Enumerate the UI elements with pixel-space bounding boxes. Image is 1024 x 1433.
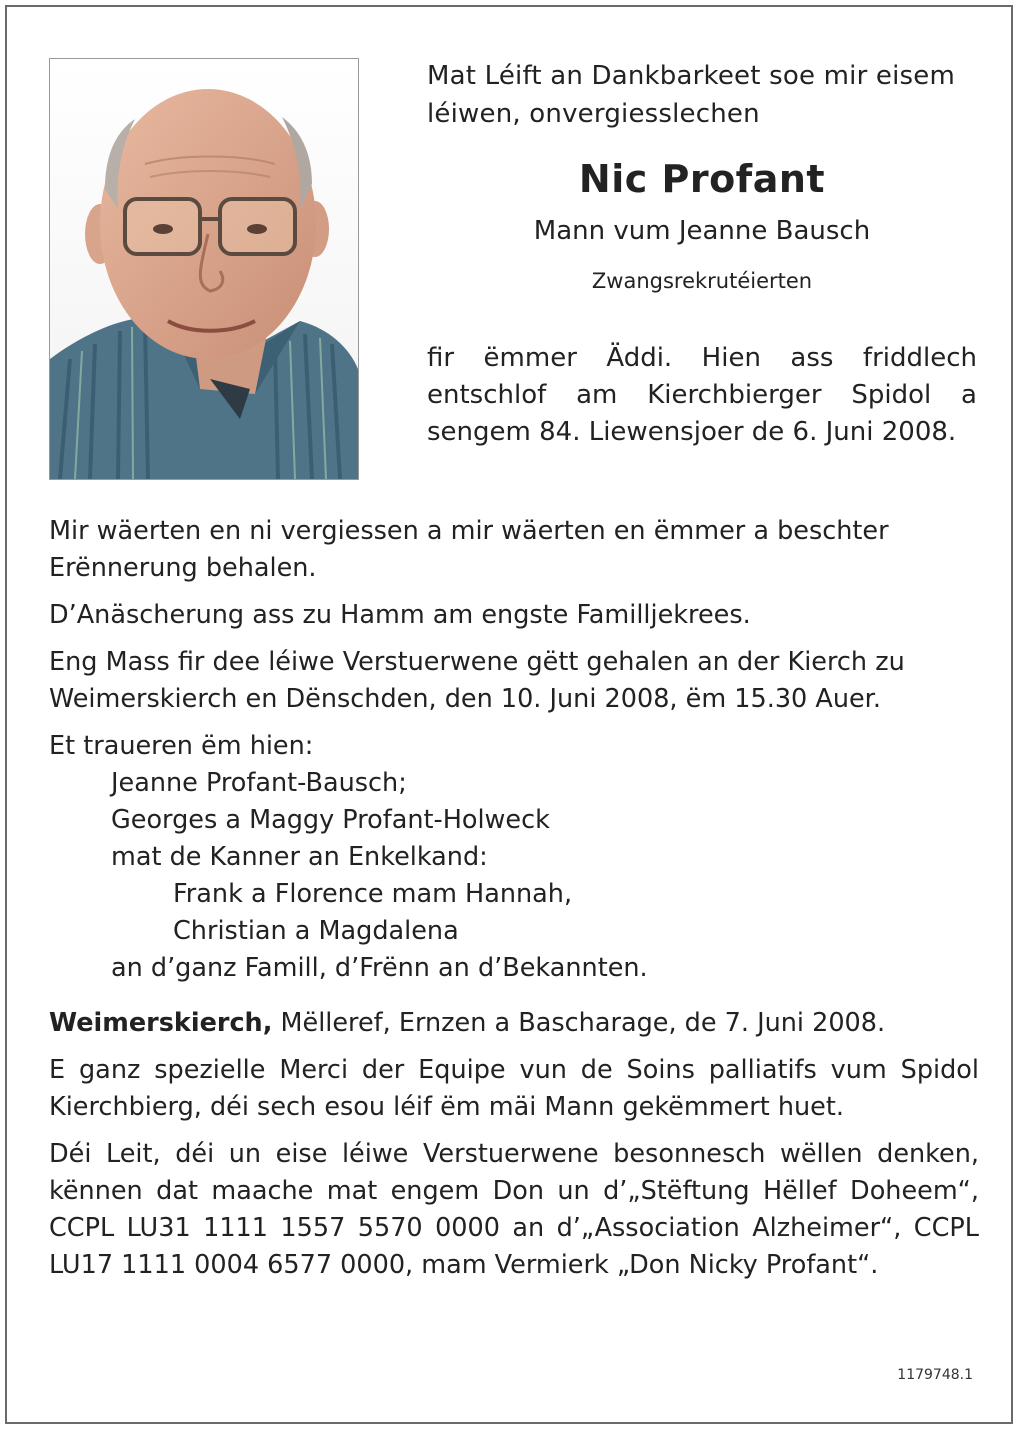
title-line: Zwangsrekrutéierten bbox=[591, 269, 813, 293]
reference-number: 1179748.1 bbox=[897, 1367, 973, 1383]
place-rest: Mëlleref, Ernzen a Bascharage, de 7. Juni 2008. bbox=[272, 1008, 886, 1038]
obituary-notice bbox=[5, 5, 1013, 1424]
memory-paragraph: Mir wäerten en ni vergiessen a mir wäerten en ëmmer a beschter Erënnerung behalen. bbox=[49, 516, 889, 583]
thanks-paragraph: E ganz spezielle Merci der Equipe vun de Soins palliatifs vum Spidol Kierchbierg, déi sech esou léif ëm mäi Mann gekëmmert huet. bbox=[49, 1055, 979, 1122]
mourners-intro: Et traueren ëm hien: bbox=[49, 731, 314, 761]
spouse-line: Mann vum Jeanne Bausch bbox=[533, 216, 871, 246]
place-name: Weimerskierch, bbox=[49, 1008, 273, 1038]
place-date-line bbox=[49, 1005, 979, 1042]
death-announcement: fir ëmmer Äddi. Hien ass friddlech entschlof am Kierchbierger Spidol a sengem 84. Liewensjoer de 6. Juni 2008. bbox=[427, 343, 977, 447]
portrait-photo bbox=[49, 58, 359, 480]
mourner-line: Christian a Magdalena bbox=[173, 916, 459, 946]
cremation-paragraph: D’Anäscherung ass zu Hamm am engste Familljekrees. bbox=[49, 600, 751, 630]
intro-text: Mat Léift an Dankbarkeet soe mir eisem léiwen, onvergiesslechen bbox=[427, 61, 956, 129]
mourner-line: mat de Kanner an Enkelkand: bbox=[111, 842, 488, 872]
deceased-name: Nic Profant bbox=[578, 157, 826, 201]
mass-paragraph: Eng Mass fir dee léiwe Verstuerwene gëtt gehalen an der Kierch zu Weimerskierch en Dënschden, den 10. Juni 2008, ëm 15.30 Auer. bbox=[49, 647, 905, 714]
mourner-line: an d’ganz Famill, d’Frënn an d’Bekannten. bbox=[111, 953, 648, 983]
mourner-line: Jeanne Profant-Bausch; bbox=[111, 768, 407, 798]
mourner-line: Georges a Maggy Profant-Holweck bbox=[111, 805, 550, 835]
notice-body bbox=[49, 513, 979, 1284]
mourner-line: Frank a Florence mam Hannah, bbox=[173, 879, 573, 909]
donation-paragraph: Déi Leit, déi un eise léiwe Verstuerwene besonnesch wëllen denken, kënnen dat maache mat engem Don un d’„Stëftung Hëllef Doheem“, CCPL LU31 1111 1557 5570 0000 an d’„Association Alzheimer“, CCPL LU17 1111 0004 6577 0000, mam Vermierk „Don Nicky Profant“. bbox=[49, 1139, 979, 1280]
